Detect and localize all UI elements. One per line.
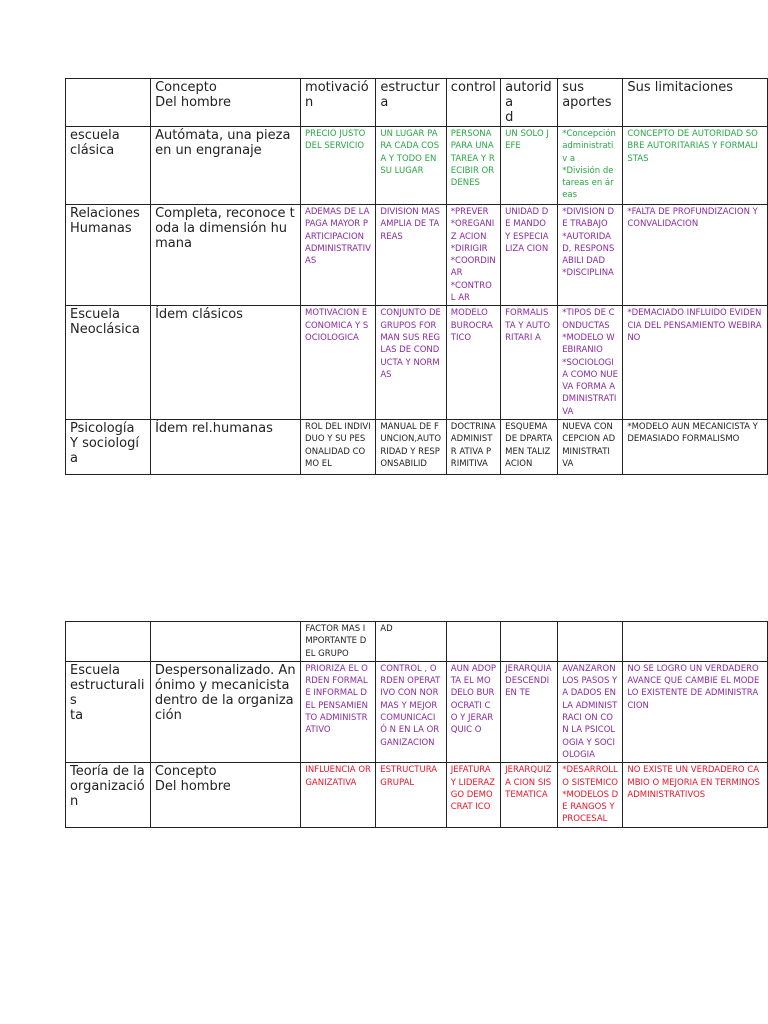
school-name-cell: Relaciones Humanas <box>66 205 151 306</box>
data-cell: MODELO BUROCRA TICO <box>446 306 500 420</box>
column-header: autorida d <box>501 79 558 127</box>
data-cell: *FALTA DE PROFUNDIZACION Y CONVALIDACION <box>623 205 768 306</box>
concept-cell: Completa, reconoce toda la dimensión humana <box>151 205 301 306</box>
table-row <box>66 205 768 306</box>
concept-cell: Concepto Del hombre <box>150 763 300 828</box>
data-cell: UN LUGAR PARA CADA COSA Y TODO EN SU LUGAR <box>376 127 446 205</box>
data-cell <box>446 622 500 662</box>
data-cell: FACTOR MAS IMPORTANTE DEL GRUPO <box>301 622 376 662</box>
data-cell: DIVISION MAS AMPLIA DE TAREAS <box>376 205 446 306</box>
data-cell: *TIPOS DE CONDUCTAS *MODELO WEBIRANIO *SOCIOLOGIA COMO NUEVA FORMA ADMINISTRATI VA <box>558 306 623 420</box>
data-cell: NUEVA CONCEPCION ADMINISTRATI VA <box>558 420 623 475</box>
school-name-cell: Psicología Y sociología <box>66 420 151 475</box>
concept-cell: Ídem clásicos <box>151 306 301 420</box>
comparison-table-2 <box>65 621 768 828</box>
data-cell: INFLUENCIA ORGANIZATIVA <box>301 763 376 828</box>
data-cell: JERARQUIA DESCENDIEN TE <box>501 661 558 762</box>
table-header-row <box>66 79 768 127</box>
concept-cell: Ídem rel.humanas <box>151 420 301 475</box>
concept-cell: Despersonalizado. Anónimo y mecanicista dentro de la organización <box>150 661 300 762</box>
column-header: sus aportes <box>558 79 623 127</box>
data-cell: JEFATURA Y LIDERAZGO DEMOCRAT ICO <box>446 763 500 828</box>
column-header: motivación <box>301 79 376 127</box>
data-cell: MOTIVACION ECONOMICA Y SOCIOLOGICA <box>301 306 376 420</box>
table-row <box>66 661 768 762</box>
data-cell: DOCTRINA ADMINISTR ATIVA PRIMITIVA <box>446 420 500 475</box>
data-cell: CONTROL , ORDEN OPERATIVO CON NORMAS Y MEJOR COMUNICACIÓ N EN LA ORGANIZACION <box>376 661 446 762</box>
concept-cell: Autómata, una pieza en un engranaje <box>151 127 301 205</box>
data-cell: PERSONA PARA UNA TAREA Y RECIBIR ORDENES <box>446 127 500 205</box>
data-cell <box>150 622 300 662</box>
data-cell <box>558 622 623 662</box>
school-name-cell: Teoría de la organización <box>66 763 151 828</box>
column-header: estructura <box>376 79 446 127</box>
data-cell: PRECIO JUSTO DEL SERVICIO <box>301 127 376 205</box>
column-header: control <box>446 79 500 127</box>
data-cell <box>623 622 768 662</box>
table-row <box>66 420 768 475</box>
data-cell: ADEMAS DE LA PAGA MAYOR PARTICIPACION ADMINISTRATIV AS <box>301 205 376 306</box>
school-name-cell: escuela clásica <box>66 127 151 205</box>
data-cell: JERARQUIZA CION SISTEMATICA <box>501 763 558 828</box>
data-cell: ESQUEMA DE DPARTAMEN TALIZACION <box>501 420 558 475</box>
data-cell: *DIVISION DE TRABAJO *AUTORIDAD, RESPONSABILI DAD *DISCIPLINA <box>558 205 623 306</box>
data-cell: *PREVER *OREGANIZ ACION *DIRIGIR *COORDIN AR *CONTROL AR <box>446 205 500 306</box>
data-cell: AUN ADOPTA EL MODELO BUROCRATI CO Y JERARQUIC O <box>446 661 500 762</box>
data-cell <box>66 622 151 662</box>
data-cell: NO EXISTE UN VERDADERO CAMBIO O MEJORIA EN TERMINOS ADMINISTRATIVOS <box>623 763 768 828</box>
data-cell: *Concepción administrativ a *División de tareas en áreas <box>558 127 623 205</box>
table-row <box>66 763 768 828</box>
data-cell: MANUAL DE FUNCION,AUTO RIDAD Y RESPONSABILID <box>376 420 446 475</box>
table-row <box>66 306 768 420</box>
column-header <box>66 79 151 127</box>
data-cell: CONCEPTO DE AUTORIDAD SOBRE AUTORITARIAS Y FORMALISTAS <box>623 127 768 205</box>
table-row <box>66 622 768 662</box>
data-cell: UNIDAD DE MANDO Y ESPECIALIZA CION <box>501 205 558 306</box>
school-name-cell: Escuela Neoclásica <box>66 306 151 420</box>
school-name-cell: Escuela estructuralis ta <box>66 661 151 762</box>
comparison-table-1 <box>65 78 768 475</box>
data-cell: CONJUNTO DE GRUPOS FORMAN SUS REGLAS DE CONDUCTA Y NORMAS <box>376 306 446 420</box>
data-cell: AVANZARON LOS PASOS YA DADOS EN LA ADMINISTRACI ON CON LA PSICOLOGIA Y SOCIOLOGIA <box>558 661 623 762</box>
data-cell: ESTRUCTURA GRUPAL <box>376 763 446 828</box>
column-header: Sus limitaciones <box>623 79 768 127</box>
table-row <box>66 127 768 205</box>
data-cell: PRIORIZA EL ORDEN FORMAL E INFORMAL DEL PENSAMIENTO ADMINISTRATIVO <box>301 661 376 762</box>
data-cell: *DEMACIADO INFLUIDO EVIDENCIA DEL PENSAMIENTO WEBIRANO <box>623 306 768 420</box>
data-cell: UN SOLO JEFE <box>501 127 558 205</box>
data-cell: AD <box>376 622 446 662</box>
column-header: Concepto Del hombre <box>151 79 301 127</box>
data-cell: NO SE LOGRO UN VERDADERO AVANCE QUE CAMBIE EL MODELO EXISTENTE DE ADMINISTRACION <box>623 661 768 762</box>
data-cell: FORMALISTA Y AUTORITARI A <box>501 306 558 420</box>
data-cell: *DESARROLLO SISTEMICO *MODELOS DE RANGOS Y PROCESAL <box>558 763 623 828</box>
data-cell: *MODELO AUN MECANICISTA Y DEMASIADO FORMALISMO <box>623 420 768 475</box>
data-cell: ROL DEL INDIVIDUO Y SU PESONALIDAD COMO EL <box>301 420 376 475</box>
data-cell <box>501 622 558 662</box>
